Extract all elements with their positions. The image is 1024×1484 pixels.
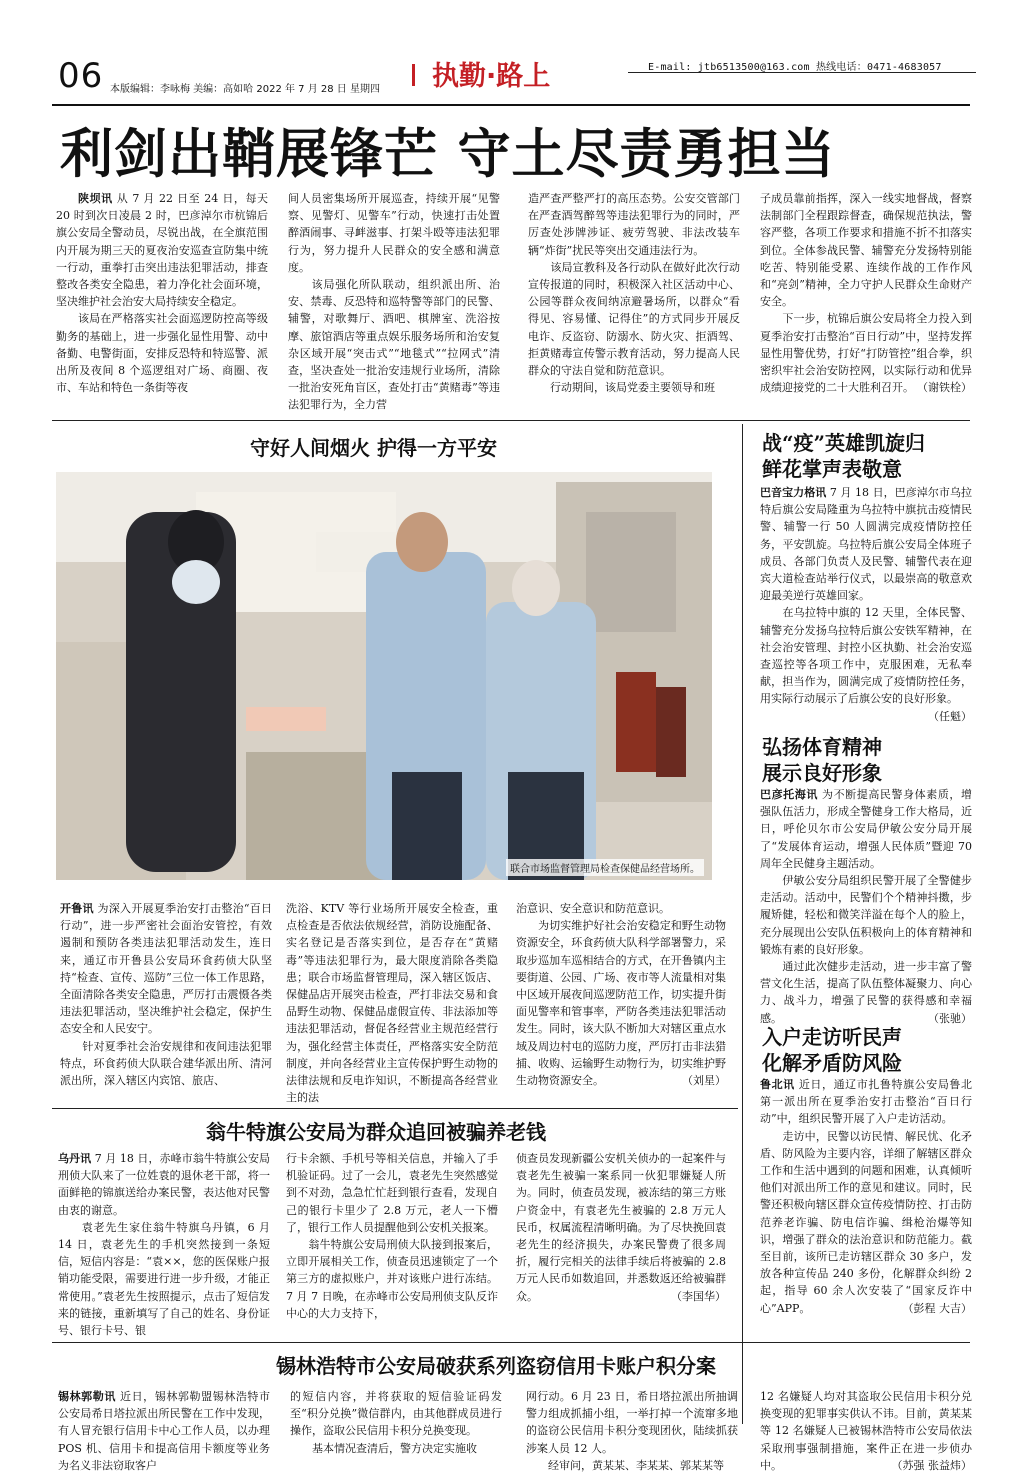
- lead-article: [56, 190, 972, 414]
- side-story-3-title: [762, 1024, 902, 1076]
- photo-caption: 联合市场监督管理局检查保健品经营场所。: [506, 859, 704, 876]
- side-story-3-title-line-2: 化解矛盾防风险: [762, 1051, 902, 1075]
- side-story-3-text: 近日，通辽市扎鲁特旗公安局鲁北第一派出所在夏季治安打击整治“百日行动”中，组织民警开展了入户走访活动。 走访中，民警以访民情、解民忧、化矛盾、防风险为主要内容，详细了解辖区群众工作和生活中遇到的问题和困难，认真倾听他们对派出所工作的意见和建议。同时，民警还积极向辖区群众宣传疫情防控、打击防范养老诈骗、防电信诈骗、缉枪治爆等知识，增强了群众的法治意识和防范能力。截至目前，该所已走访辖区群众 30 多户，发放各种宣传品 240 多份，化解群众纠纷 2 起，指导 60 余人次安装了“国家反诈中心”APP。: [760, 1078, 973, 1315]
- fraud-story-col-2: 行卡余额、手机号等相关信息，并输入了手机验证码。过了一会儿，袁老先生突然感觉到不对劲，急急忙忙赶到银行查看，发现自己的银行卡里少了 2.8 万元，老人一下懵了，银行工作人员提醒他到公安机关报案。 翁牛特旗公安局刑侦大队接到报案后，立即开展相关工作，侦查员迅速锁定了一个第三方的虚拟账户，并对该账户进行冻结。7 月 7 日晚，在赤峰市公安局刑侦支队反诈中心的大力支持下，: [286, 1152, 498, 1320]
- lead-col-4-text: 子成员靠前指挥，深入一线实地督战，督察法制部门全程跟踪督查，确保规范执法，警容严整，各项工作要求和措施不折不扣落实到位。全体参战民警、辅警充分发扬特别能吃苦、特别能受累、连续作战的工作作风和“亮剑”精神，全力守护人民群众生命财产安全。 下一步，杭锦后旗公安局将全力投入到夏季治安打击整治“百日行动”中，坚持发挥显性用警优势，打好“打防管控”组合拳，织密织牢社会治安防控网，以实际行动和优异成绩迎接党的二十大胜利召开。: [760, 192, 972, 395]
- card-story-byline: 锡林郭勒讯: [58, 1390, 116, 1403]
- photo-story-col-3-text: 治意识、安全意识和防范意识。 为切实维护好社会治安稳定和野生动物资源安全，环食药侦大队科学部署警力，采取步巡加车巡相结合的方式，在开鲁镇内主要街道、公园、广场、夜市等人流量相对集中区域开展夜间巡逻防范工作，切实提升街面见警率和管事率，严防各类违法犯罪活动发生。同时，该大队不断加大对辖区重点水域及周边村屯的巡防力度，严厉打击非法猎捕、收购、运输野生动物行为，切实维护野生动物资源安全。: [516, 902, 726, 1088]
- side-story-2-title-line-1: 弘扬体育精神: [762, 735, 882, 759]
- fraud-story-col-3: [516, 1150, 726, 1335]
- side-story-3-author: （彭程 大吉）: [902, 1301, 972, 1315]
- masthead: [52, 52, 972, 104]
- fraud-story-col-1-text: 7 月 18 日，赤峰市翁牛特旗公安局刑侦大队来了一位姓袁的退休老干部，将一面鲜艳的锦旗送给办案民警，表达他对民警由衷的谢意。 袁老先生家住翁牛特旗乌丹镇，6 月 14 日，袁老先生的手机突然接到一条短信，短信内容是：“袁××，您的医保账户报销功能受限，需要进行进一步升级，才能正常使用。”袁老先生按照提示，点击了短信发来的链接，重新填写了自己的姓名、身份证号、银行卡号、银: [58, 1152, 271, 1338]
- photo-story-col-1: [60, 900, 272, 1100]
- fraud-story-title: 翁牛特旗公安局为群众追回被骗养老钱: [206, 1120, 546, 1144]
- contact-line: E-mail: jtb6513500@163.com 热线电话：0471-4683057: [648, 62, 942, 73]
- photo-story-col-3: [516, 900, 726, 1100]
- lead-col-1: [56, 190, 268, 396]
- lead-byline: 陕坝讯: [78, 192, 113, 205]
- side-story-1-title-line-2: 鲜花掌声表敬意: [762, 457, 902, 481]
- side-story-3-title-line-1: 入户走访听民声: [762, 1025, 902, 1049]
- side-story-1-author: （任魁）: [928, 709, 972, 723]
- news-photo: [56, 472, 712, 880]
- side-story-2-text: 为不断提高民警身体素质，增强队伍活力，形成全警健身工作大格局，近日，呼伦贝尔市公安局伊敏公安分局开展了“发展体育运动，增强人民体质”暨迎 70 周年全民健身主题活动。 伊敏公安分局组织民警开展了全警健步走活动。活动中，民警们个个精神抖擞，步履矫健，轻松和微笑洋溢在每个人的脸上，充分展现出公安队伍积极向上的体育精神和锻炼有素的良好形象。 通过此次健步走活动，进一步丰富了警营文化生活，提高了队伍整体凝聚力、向心力、战斗力，增强了民警的获得感和幸福感。: [760, 788, 973, 1025]
- card-story-title: 锡林浩特市公安局破获系列盗窃信用卡账户积分案: [276, 1354, 716, 1378]
- card-story-rule: [52, 1342, 970, 1343]
- side-story-2-byline: 巴彦托海讯: [760, 788, 818, 801]
- side-story-1-title-line-1: 战“疫”英雄凯旋归: [762, 431, 926, 455]
- lead-author: （谢铁栓）: [917, 381, 972, 395]
- side-column-rule: [742, 424, 743, 1424]
- fraud-story-author: （李国华）: [671, 1289, 726, 1303]
- photo-story-author: （刘星）: [682, 1074, 726, 1088]
- lead-col-1-p1: 从 7 月 22 日至 24 日，每天 20 时到次日凌晨 2 时，巴彦淖尔市杭锦后旗公安局全警动员，尽锐出战，在全旗范围内开展为期三天的夏夜治安巡查宣防集中统一行动，重拳打击突出违法犯罪活动，排查整改各类安全隐患，着力净化社会面环境，坚决维护社会治安大局持续安全稳定。: [56, 192, 268, 309]
- top-rule: [52, 104, 970, 106]
- side-story-1-text: 7 月 18 日，巴彦淖尔市乌拉特后旗公安局隆重为乌拉特中旗抗击疫情民警、辅警一行 50 人圆满完成疫情防控任务，平安凯旋。乌拉特后旗公安局全体班子成员、各部门负责人及民警、辅警代表在迎宾大道检查站举行仪式，以最崇高的敬意欢迎最美逆行英雄回家。 在乌拉特中旗的 12 天里，全体民警、辅警充分发扬乌拉特后旗公安铁军精神，在社会治安管理、封控小区执勤、社会治安巡查巡控等各项工作中，克服困难，无私奉献，担当作为，圆满完成了疫情防控任务，用实际行动展示了后旗公安的良好形象。: [760, 486, 973, 706]
- section-rule: [52, 420, 970, 421]
- photo-illustration: [56, 472, 712, 880]
- lead-col-3: 造严查严整严打的高压态势。公安交管部门在严查酒驾醉驾等违法犯罪行为的同时，严厉查处涉牌涉证、疲劳驾驶、非法改装车辆“炸街”扰民等突出交通违法行为。 该局宣教科及各行动队在做好此次行动宣传报道的同时，积极深入社区活动中心、公园等群众夜间纳凉避暑场所，以群众“看得见、容易懂、记得住”的方式同步开展反电诈、反盗窃、防溺水、防火灾、拒酒驾、拒黄赌毒宣传警示教育活动，努力提高人民群众的守法自觉和防范意识。 行动期间，该局党委主要领导和班: [528, 192, 740, 395]
- side-story-2-title: [762, 734, 882, 786]
- side-story-2-author: （张驰）: [928, 1011, 972, 1025]
- lead-col-1-p2: 该局在严格落实社会面巡逻防控高等级勤务的基础上，进一步强化显性用警、动中备勤、电警街面，安排反恐特和特巡警、派出所及夜间 8 个巡逻组对广场、商圈、夜市、车站和特色一条街等夜: [56, 312, 268, 395]
- photo-story-byline: 开鲁讯: [60, 902, 94, 915]
- card-story-author: （苏强 张益炜）: [891, 1458, 972, 1472]
- side-story-2-title-line-2: 展示良好形象: [762, 761, 882, 785]
- side-story-3-byline: 鲁北讯: [760, 1078, 795, 1091]
- section-name: 执勤·路上: [432, 61, 551, 92]
- card-story-col-3: 网行动。6 月 23 日，希日塔拉派出所抽调警力组成抓捕小组，一举打掉一个流窜多地的盗窃公民信用卡积分变现团伙，陆续抓获涉案人员 12 人。 经审问，黄某某、李某某、郭某某等: [526, 1390, 738, 1472]
- fraud-story-rule: [52, 1108, 738, 1109]
- card-story-col-4-text: 12 名嫌疑人均对其盗取公民信用卡积分兑换变现的犯罪事实供认不讳。目前，黄某某等 12 名嫌疑人已被锡林浩特市公安局依法采取刑事强制措施，案件正在进一步侦办中。: [760, 1390, 972, 1472]
- card-story-col-1: [58, 1388, 270, 1480]
- photo-story-title: 守好人间烟火 护得一方平安: [250, 436, 497, 460]
- fraud-story-byline: 乌丹讯: [58, 1152, 92, 1165]
- side-story-1-byline: 巴音宝力格讯: [760, 486, 827, 499]
- side-story-2-body: [760, 786, 973, 1025]
- card-story-col-4: [760, 1388, 972, 1480]
- lead-col-2: 间人员密集场所开展巡查，持续开展“见警察、见警灯、见警车”行动，快速打击处置醉酒闹事、寻衅滋事、打架斗殴等违法犯罪行为，努力提升人民群众的安全感和满意度。 该局强化所队联动，组织派出所、治安、禁毒、反恐特和巡特警等部门的民警、辅警，对歌舞厅、酒吧、棋牌室、洗浴按摩、旅馆酒店等重点娱乐服务场所和治安复杂区域开展“突击式”“地毯式”“拉网式”清查，坚决查处一批治安违规行业场所，清除一批治安死角盲区，查处打击“黄赌毒”等违法犯罪行为，全力营: [288, 192, 500, 412]
- card-story-col-1-text: 近日，锡林郭勒盟锡林浩特市公安局希日塔拉派出所民警在工作中发现，有人冒充银行信用卡中心工作人员，以办理 POS 机、信用卡和提高信用卡额度等业务为名义非法窃取客户: [58, 1390, 271, 1472]
- side-story-1-title: [762, 430, 925, 482]
- lead-col-4: [760, 190, 972, 396]
- side-story-3-body: [760, 1076, 972, 1340]
- page-number: 06: [58, 56, 104, 96]
- photo-story-col-1-text: 为深入开展夏季治安打击整治“百日行动”，进一步严密社会面治安管控，有效遏制和预防各类违法犯罪活动发生，连日来，通辽市开鲁县公安局环食药侦大队坚持“检查、宣传、巡防”三位一体工作思路，全面清除各类安全隐患，严厉打击震慑各类违法犯罪活动，坚决维护社会稳定，保护生态安全和人民安宁。 针对夏季社会治安规律和夜间违法犯罪特点，环食药侦大队联合建华派出所、清河派出所，深入辖区内宾馆、旅店、: [60, 902, 273, 1088]
- editor-credit: 本版编辑：李咏梅 美编：高如哈 2022 年 7 月 28 日 星期四: [110, 84, 380, 95]
- card-story-col-2: 的短信内容，并将获取的短信验证码发至“积分兑换”微信群内，由其他群成员进行操作，盗取公民信用卡积分兑换变现。 基本情况查清后，警方决定实施收: [290, 1390, 502, 1455]
- section-marker: [412, 64, 424, 86]
- photo-story-col-2: 洗浴、KTV 等行业场所开展安全检查，重点检查是否依法依规经营，消防设施配备、实名登记是否落实到位，是否存在“黄赌毒”等违法犯罪行为，最大限度消除各类隐患；联合市场监督管理局，深入辖区饭店、保健品店开展突击检查，严打非法交易和食品野生动物、保健品虚假宣传、非法添加等违法犯罪活动，督促各经营业主规范经营行为，强化经营主体责任，严格落实安全防范制度，并向各经营业主宣传保护野生动物的法律法规和反电诈知识，不断提高各经营业主的法: [286, 902, 498, 1105]
- fraud-story-col-3-text: 侦查员发现新疆公安机关侦办的一起案件与袁老先生被骗一案系同一伙犯罪嫌疑人所为。同时，侦查员发现，被冻结的第三方账户资金中，有袁老先生被骗的 2.8 万元人民币，权属流程清晰明确。为了尽快挽回袁老先生的经济损失，办案民警费了很多周折，履行完相关的法律手续后将被骗的 2.8 万元人民币如数追回，并悉数返还给被骗群众。: [516, 1152, 726, 1303]
- fraud-story-col-1: [58, 1150, 271, 1338]
- page-headline: 利剑出鞘展锋芒 守土尽责勇担当: [60, 123, 836, 185]
- side-story-1-body: [760, 484, 972, 722]
